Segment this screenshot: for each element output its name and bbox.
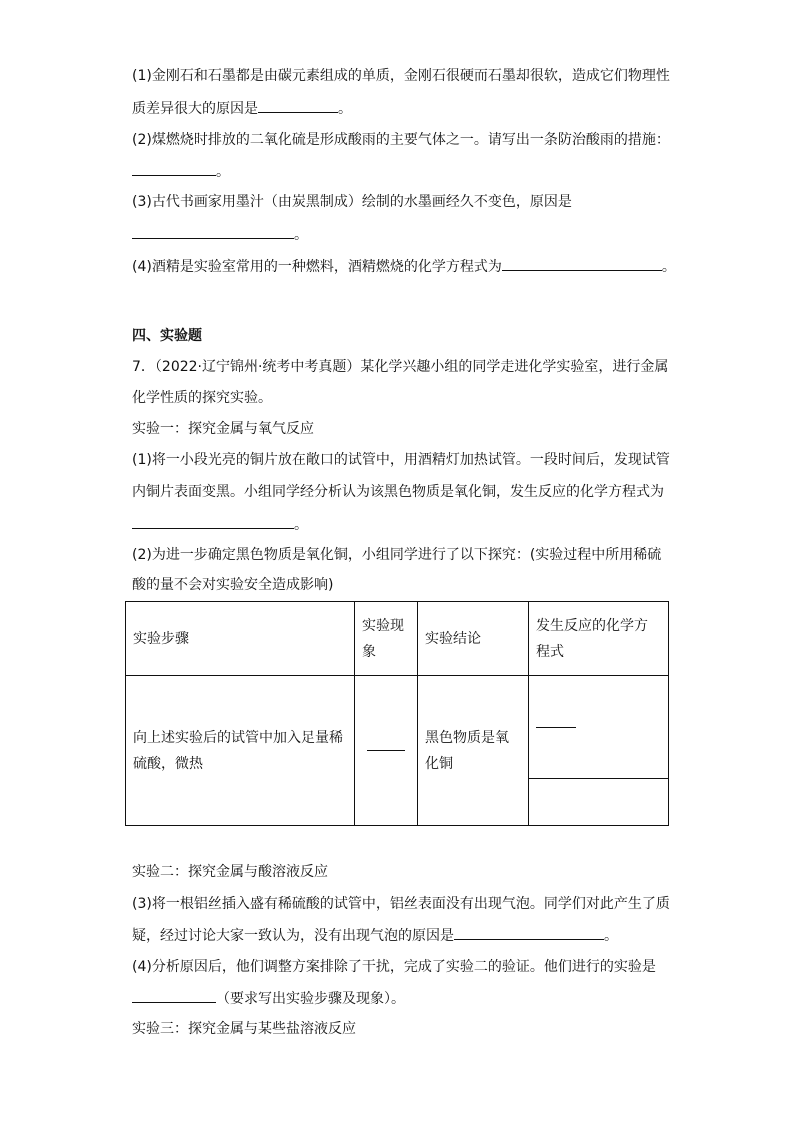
q7-intro-line1: 7．（2022·辽宁锦州·统考中考真题）某化学兴趣小组的同学走进化学实验室，进行金属 xyxy=(132,359,669,375)
header-phenomenon: 实验现象 xyxy=(355,602,418,676)
q7-part1-line3 xyxy=(132,514,308,535)
q7-part3-line1: (3)将一根铝丝插入盛有稀硫酸的试管中，铝丝表面没有出现气泡。同学们对此产生了质 xyxy=(132,896,670,912)
period: 。 xyxy=(216,164,230,180)
section-title: 四、实验题 xyxy=(132,328,202,344)
q7-exp1-title: 实验一：探究金属与氧气反应 xyxy=(132,421,314,437)
q7-exp2-title: 实验二：探究金属与酸溶液反应 xyxy=(132,864,328,880)
answer-blank[interactable] xyxy=(258,98,338,113)
q6-part4-text: (4)酒精是实验室常用的一种燃料，酒精燃烧的化学方程式为 xyxy=(132,259,502,275)
q6-part1-line2 xyxy=(132,98,352,119)
period: 。 xyxy=(294,517,308,533)
cell-step: 向上述实验后的试管中加入足量稀硫酸，微热 xyxy=(126,676,355,826)
q6-part1-text: 质差异很大的原因是 xyxy=(132,101,258,117)
q7-part4-line1: (4)分析原因后，他们调整方案排除了干扰，完成了实验二的验证。他们进行的实验是 xyxy=(132,959,656,975)
experiment-table xyxy=(125,601,669,826)
answer-blank[interactable] xyxy=(132,514,294,529)
answer-blank[interactable] xyxy=(536,727,576,728)
answer-blank[interactable] xyxy=(132,988,216,1003)
period: 。 xyxy=(338,101,352,117)
period: 。 xyxy=(294,227,308,243)
q6-part3-line1: (3)古代书画家用墨汁（由炭黑制成）绘制的水墨画经久不变色，原因是 xyxy=(132,194,572,210)
header-equation: 发生反应的化学方程式 xyxy=(529,602,669,676)
q7-part3-text: 疑，经过讨论大家一致认为，没有出现气泡的原因是 xyxy=(132,928,454,944)
q7-part4-line2 xyxy=(132,988,405,1009)
answer-blank[interactable] xyxy=(367,750,405,751)
header-conclusion: 实验结论 xyxy=(418,602,529,676)
q7-part2-line2: 酸的量不会对实验安全造成影响) xyxy=(132,577,334,593)
q7-part2-line1: (2)为进一步确定黑色物质是氧化铜，小组同学进行了以下探究：(实验过程中所用稀硫 xyxy=(132,547,662,563)
q6-part2-line2 xyxy=(132,161,230,182)
period: 。 xyxy=(661,259,676,275)
header-step: 实验步骤 xyxy=(126,602,355,676)
answer-blank[interactable] xyxy=(132,161,216,176)
cell-conclusion: 黑色物质是氧化铜 xyxy=(418,676,529,826)
cell-equation-2[interactable] xyxy=(529,779,669,826)
answer-blank[interactable] xyxy=(502,256,662,271)
answer-blank[interactable] xyxy=(132,224,294,239)
cell-equation-1[interactable] xyxy=(529,676,669,779)
q7-intro-line2: 化学性质的探究实验。 xyxy=(132,390,272,406)
q7-exp3-title: 实验三：探究金属与某些盐溶液反应 xyxy=(132,1021,356,1037)
answer-blank[interactable] xyxy=(454,925,604,940)
table-row xyxy=(126,676,669,779)
q6-part2-line1: (2)煤燃烧时排放的二氧化硫是形成酸雨的主要气体之一。请写出一条防治酸雨的措施： xyxy=(132,132,670,148)
q6-part3-line2 xyxy=(132,224,308,245)
period: 。 xyxy=(604,928,618,944)
q7-part1-line1: (1)将一小段光亮的铜片放在敞口的试管中，用酒精灯加热试管。一段时间后，发现试管 xyxy=(132,452,670,468)
table-header-row xyxy=(126,602,669,676)
q7-part1-line2: 内铜片表面变黑。小组同学经分析认为该黑色物质是氧化铜，发生反应的化学方程式为 xyxy=(132,484,664,500)
q7-part4-suffix: （要求写出实验步骤及现象）。 xyxy=(216,991,405,1007)
cell-phenomenon[interactable] xyxy=(355,676,418,826)
q6-part4-line1 xyxy=(132,256,676,277)
q7-part3-line2 xyxy=(132,925,618,946)
q6-part1-line1: (1)金刚石和石墨都是由碳元素组成的单质，金刚石很硬而石墨却很软，造成它们物理性 xyxy=(132,68,670,84)
